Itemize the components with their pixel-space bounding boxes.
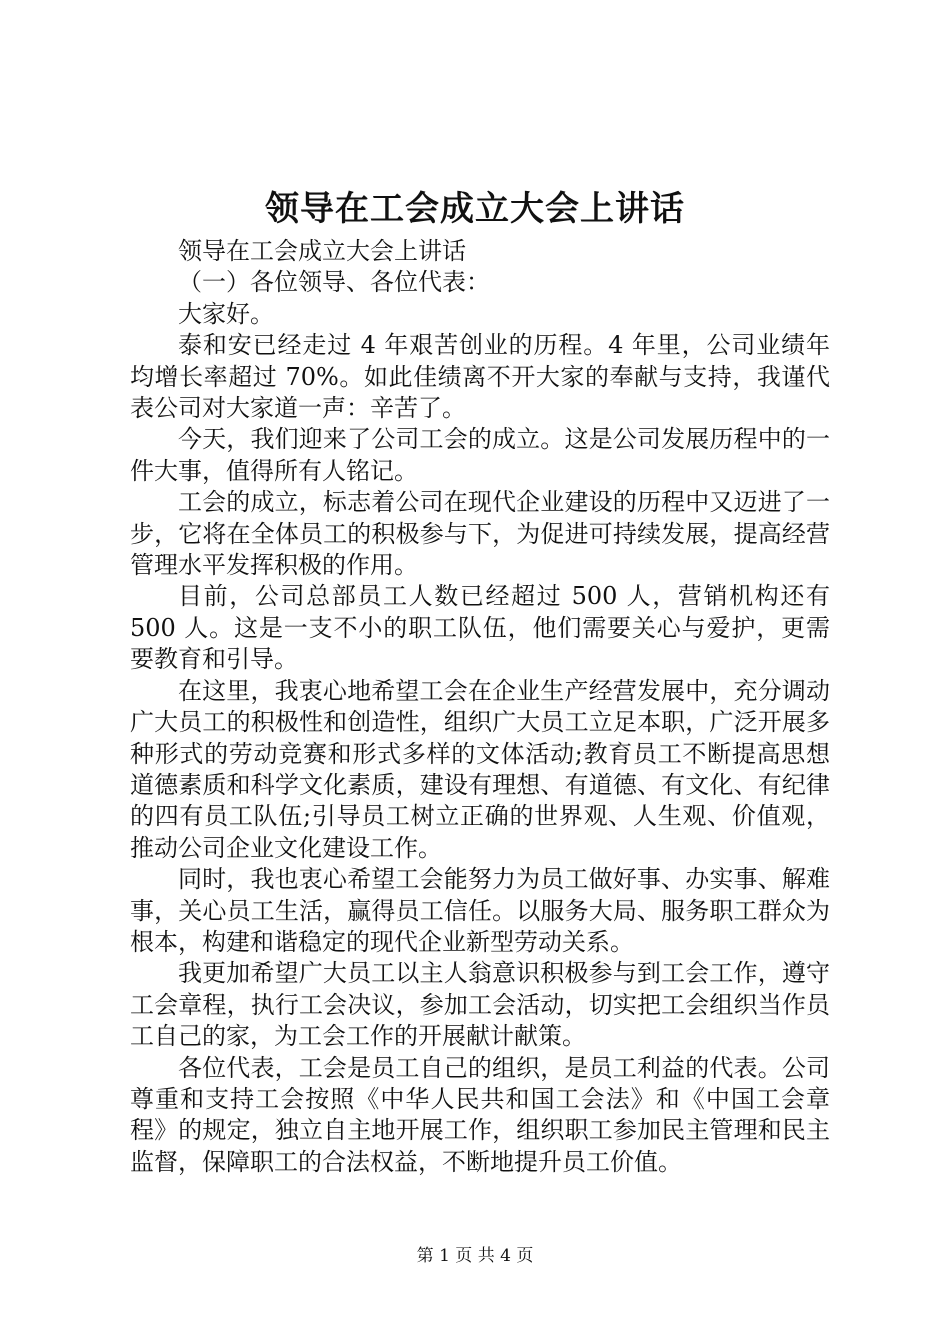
body-paragraph: 各位代表，工会是员工自己的组织，是员工利益的代表。公司尊重和支持工会按照《中华人民共和国工会法》和《中国工会章程》的规定，独立自主地开展工作，组织职工参加民主管理和民主监督，保障职工的合法权益，不断地提升员工价值。 [130, 1053, 830, 1176]
body-paragraph: 我更加希望广大员工以主人翁意识积极参与到工会工作，遵守工会章程，执行工会决议，参加工会活动，切实把工会组织当作员工自己的家，为工会工作的开展献计献策。 [130, 959, 830, 1051]
body-paragraph: 目前，公司总部员工人数已经超过 500 人，营销机构还有 500 人。这是一支不小的职工队伍，他们需要关心与爱护，更需要教育和引导。 [130, 582, 830, 674]
subtitle-paragraph: 领导在工会成立大会上讲话 [178, 237, 466, 265]
greeting-paragraph: 大家好。 [178, 299, 274, 328]
body-paragraph: 同时，我也衷心希望工会能努力为员工做好事、办实事、解难事，关心员工生活，赢得员工信任。以服务大局、服务职工群众为根本，构建和谐稳定的现代企业新型劳动关系。 [130, 865, 830, 956]
body-paragraph: 今天，我们迎来了公司工会的成立。这是公司发展历程中的一件大事，值得所有人铭记。 [130, 425, 830, 485]
document-title: 领导在工会成立大会上讲话 [265, 189, 685, 229]
body-paragraph: 泰和安已经走过 4 年艰苦创业的历程。4 年里，公司业绩年均增长率超过 70%。如此佳绩离不开大家的奉献与支持，我谨代表公司对大家道一声：辛苦了。 [130, 331, 830, 423]
document-body [130, 236, 830, 1178]
body-paragraph: 工会的成立，标志着公司在现代企业建设的历程中又迈进了一步，它将在全体员工的积极参与下，为促进可持续发展，提高经营管理水平发挥积极的作用。 [130, 488, 830, 580]
body-paragraph: 在这里，我衷心地希望工会在企业生产经营发展中，充分调动广大员工的积极性和创造性，组织广大员工立足本职，广泛开展多种形式的劳动竞赛和形式多样的文体活动;教育员工不断提高思想道德素质和科学文化素质，建设有理想、有道德、有文化、有纪律的四有员工队伍;引导员工树立正确的世界观、人生观、价值观，推动公司企业文化建设工作。 [130, 676, 830, 862]
salutation-paragraph: （一）各位领导、各位代表： [178, 268, 490, 297]
page-number-footer: 第 1 页 共 4 页 [416, 1246, 534, 1266]
